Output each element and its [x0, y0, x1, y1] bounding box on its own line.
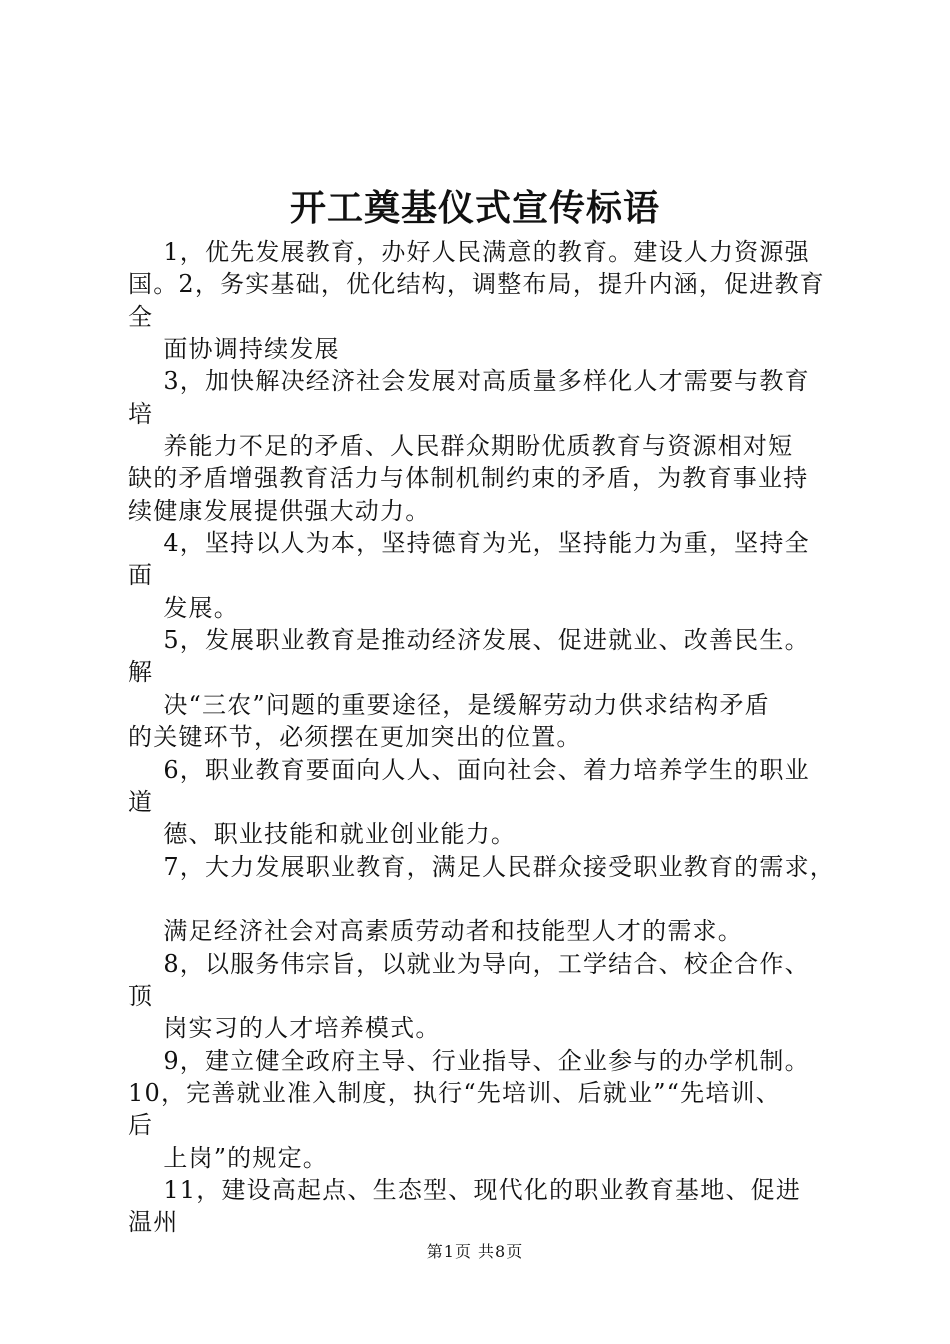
text-line-21 [128, 883, 848, 915]
text-line-28: 后 [128, 1111, 154, 1140]
text-line-8: 缺的矛盾增强教育活力与体制机制约束的矛盾，为教育事业持 [128, 464, 809, 493]
text-line-12: 发展。 [128, 593, 239, 622]
text-line-10: 4，坚持以人为本，坚持德育为光，坚持能力为重，坚持全 [128, 529, 810, 558]
text-line-26: 9，建立健全政府主导、行业指导、企业参与的办学机制。 [128, 1046, 810, 1075]
text-line-20: 7，大力发展职业教育，满足人民群众接受职业教育的需求， [128, 852, 835, 881]
text-line-1: 1，优先发展教育，办好人民满意的教育。建设人力资源强 [128, 238, 810, 266]
text-line-3: 全 [128, 302, 154, 331]
text-line-15: 决“三农”问题的重要途径，是缓解劳动力供求结构矛盾 [128, 690, 770, 719]
text-line-11: 面 [128, 561, 154, 590]
text-line-9: 续健康发展提供强大动力。 [128, 496, 431, 525]
document-title: 开工奠基仪式宣传标语 [289, 187, 660, 229]
text-line-16: 的关键环节，必须摆在更加突出的位置。 [128, 723, 582, 752]
document-body [128, 236, 848, 1239]
text-line-5: 3，加快解决经济社会发展对高质量多样化人才需要与教育 [128, 367, 810, 396]
text-line-30: 11，建设高起点、生态型、现代化的职业教育基地、促进 [128, 1175, 802, 1204]
text-line-2: 国。2，务实基础，优化结构，调整布局，提升内涵，促进教育 [128, 270, 825, 299]
text-line-22: 满足经济社会对高素质劳动者和技能型人才的需求。 [128, 917, 743, 946]
text-line-25: 岗实习的人才培养模式。 [128, 1014, 441, 1043]
text-line-31: 温州 [128, 1208, 179, 1237]
text-line-29: 上岗”的规定。 [128, 1143, 328, 1172]
page-number-footer: 第1页 共8页 [426, 1242, 524, 1261]
text-line-18: 道 [128, 787, 154, 816]
text-line-4: 面协调持续发展 [128, 335, 340, 364]
text-line-17: 6，职业教育要面向人人、面向社会、着力培养学生的职业 [128, 755, 810, 784]
text-line-7: 养能力不足的矛盾、人民群众期盼优质教育与资源相对短 [128, 432, 794, 461]
text-line-23: 8，以服务伟宗旨，以就业为导向，工学结合、校企合作、 [128, 949, 810, 978]
text-line-14: 解 [128, 658, 154, 687]
text-line-27: 10，完善就业准入制度，执行“先培训、后就业”“先培训、 [128, 1078, 781, 1107]
text-line-19: 德、职业技能和就业创业能力。 [128, 820, 517, 849]
text-line-24: 顶 [128, 981, 154, 1010]
text-line-6: 培 [128, 399, 154, 428]
text-line-13: 5，发展职业教育是推动经济发展、促进就业、改善民生。 [128, 626, 810, 655]
